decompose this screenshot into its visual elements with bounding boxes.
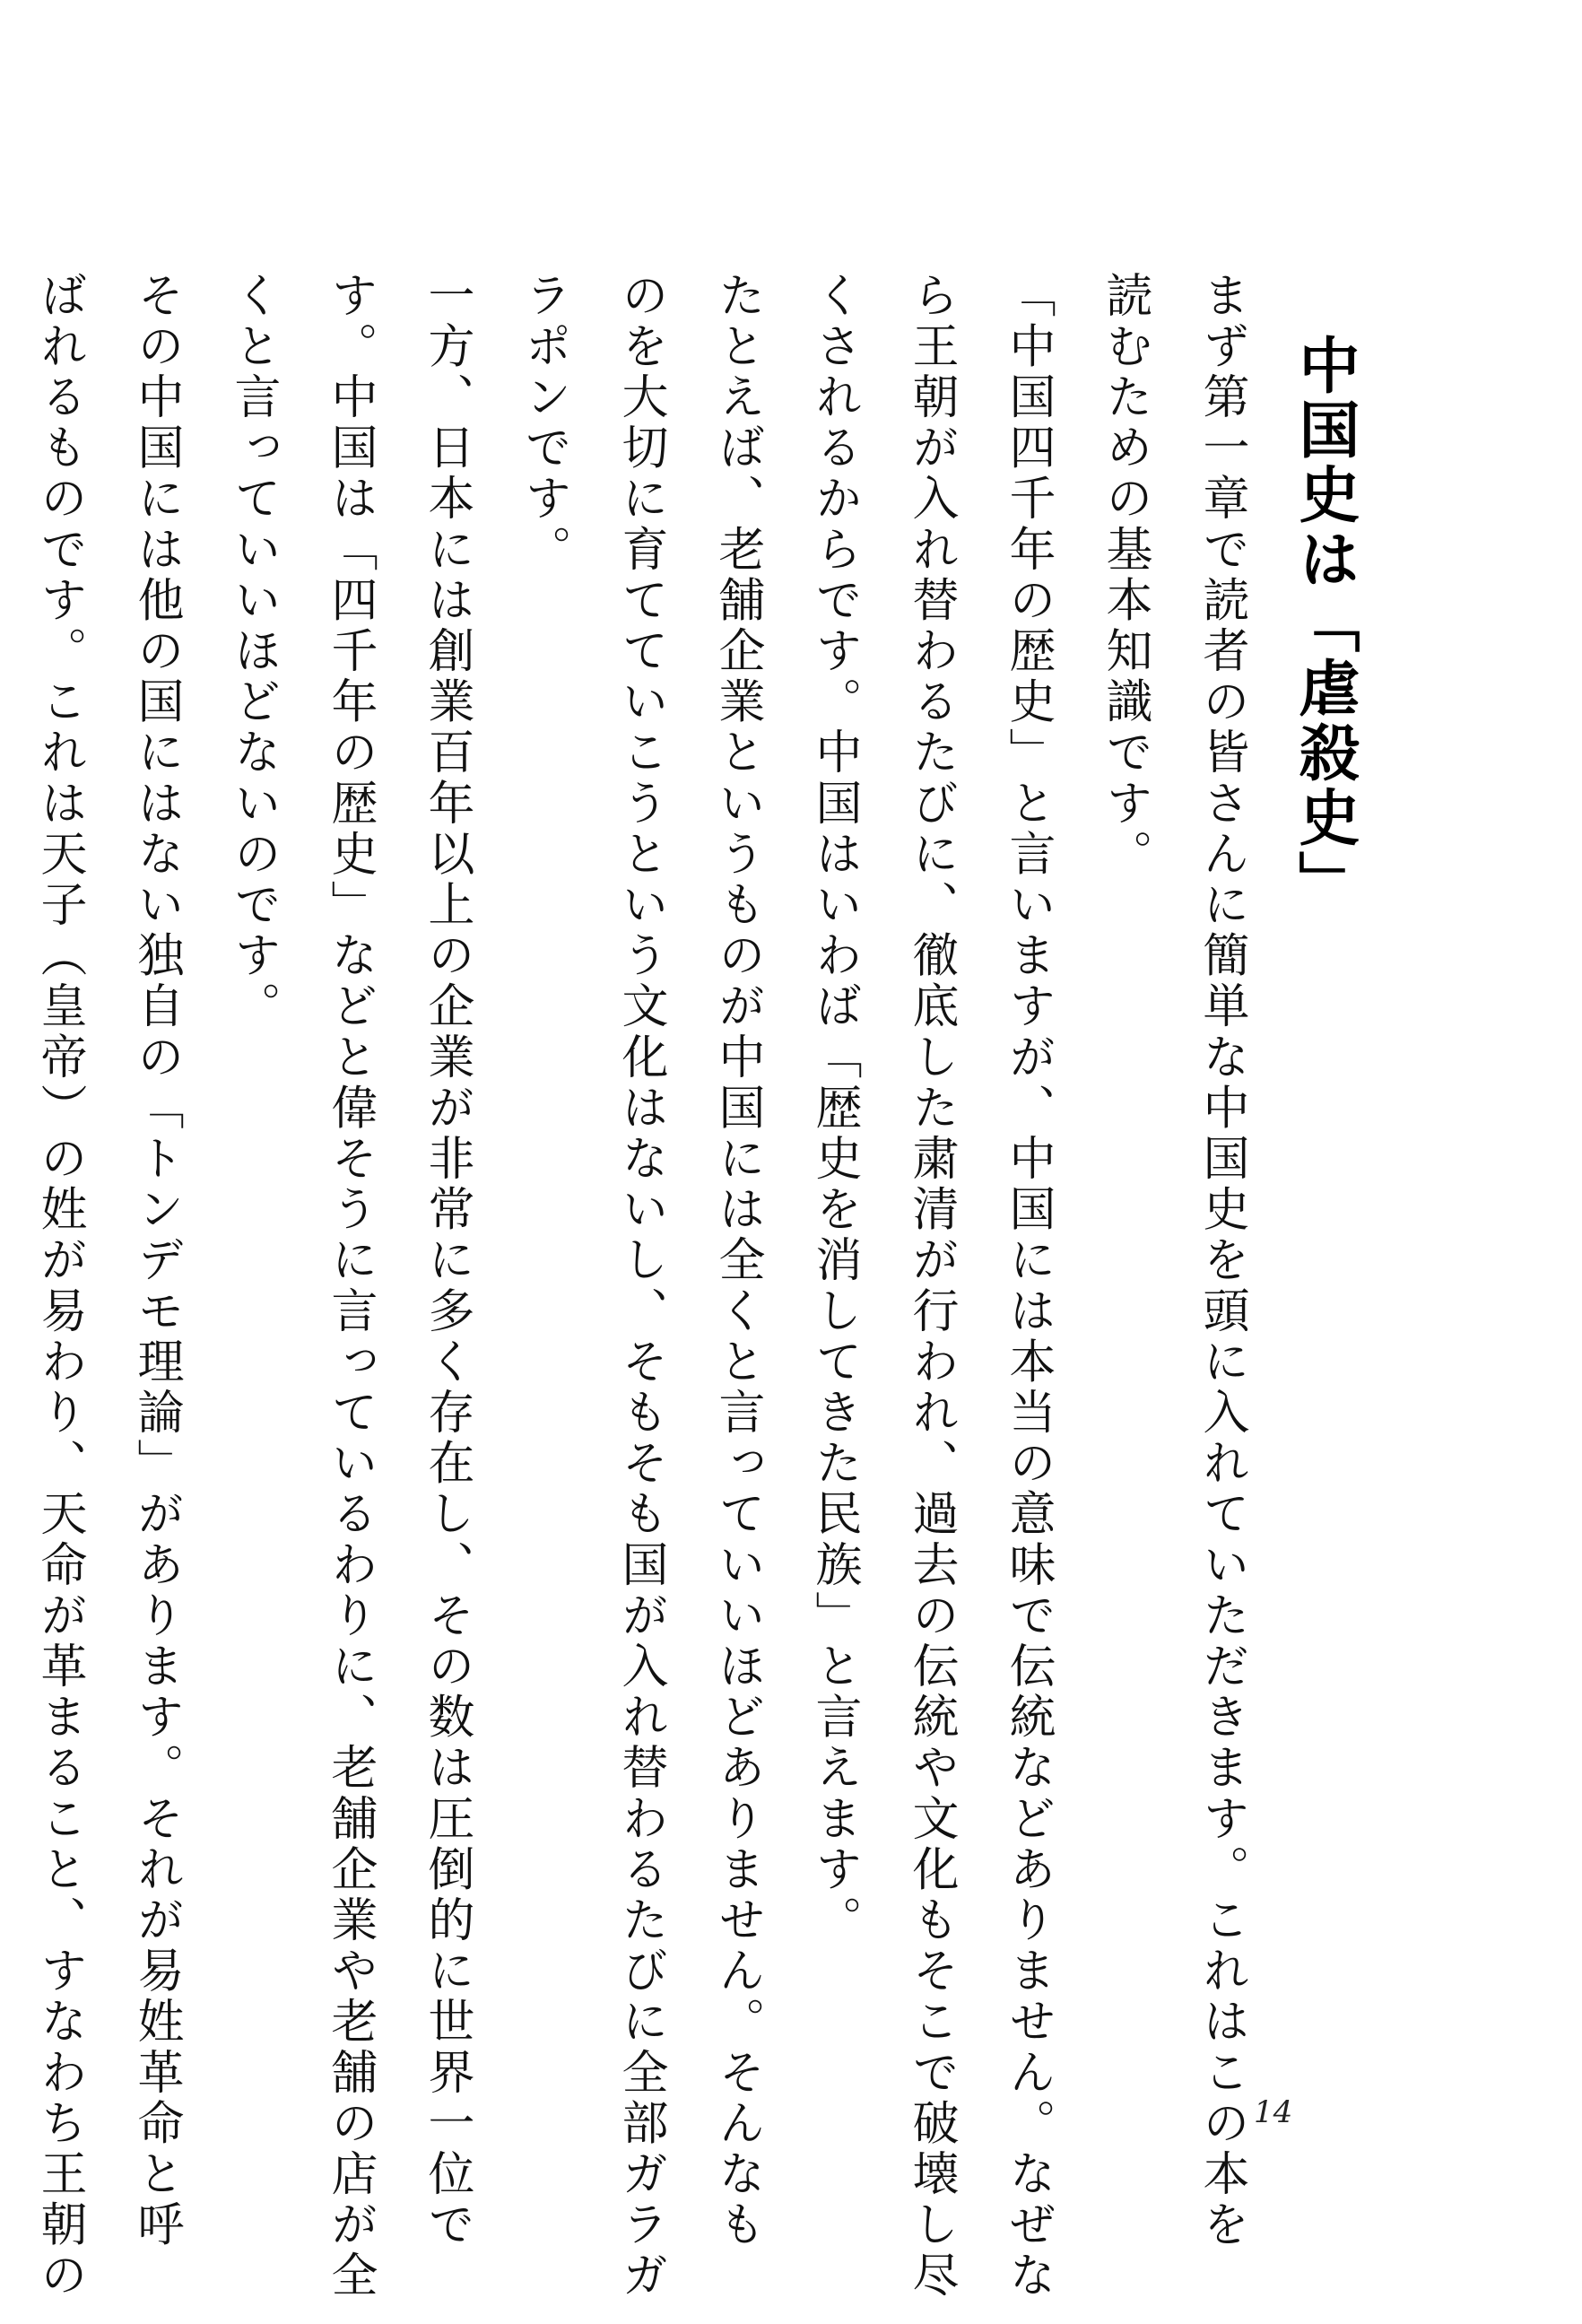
- text-column-10: す。中国は「四千年の歴史」などと偉そうに言っているわりに、老舗企業や老舗の店が全: [323, 271, 377, 2302]
- text-column-4: ら王朝が入れ替わるたびに、徹底した粛清が行われ、過去の伝統や文化もそこで破壊し尽: [904, 271, 958, 2302]
- text-column-13: ばれるものです。これは天子（皇帝）の姓が易わり、天命が革まること、すなわち王朝の: [32, 271, 86, 2302]
- text-column-8: ラポンです。: [517, 271, 570, 576]
- page-number: 14: [1254, 2094, 1293, 2130]
- text-column-7: のを大切に育てていこうという文化はないし、そもそも国が入れ替わるたびに全部ガラガ: [613, 271, 667, 2302]
- text-column-9: 一方、日本には創業百年以上の企業が非常に多く存在し、その数は圧倒的に世界一位で: [420, 271, 474, 2251]
- text-column-2: 読むための基本知識です。: [1098, 271, 1152, 881]
- text-column-3: 「中国四千年の歴史」と言いますが、中国には本当の意味で伝統などありません。なぜな: [1001, 271, 1055, 2302]
- text-column-12: その中国には他の国にはない独自の「トンデモ理論」があります。それが易姓革命と呼: [129, 271, 183, 2251]
- section-heading: 中国史は「虐殺史」: [1289, 334, 1360, 915]
- text-column-11: くと言っていいほどないのです。: [226, 271, 280, 1032]
- text-column-1: まず第一章で読者の皆さんに簡単な中国史を頭に入れていただきます。これはこの本を: [1195, 271, 1248, 2251]
- text-column-5: くされるからです。中国はいわば「歴史を消してきた民族」と言えます。: [807, 271, 861, 1946]
- text-column-6: たとえば、老舗企業というものが中国には全くと言っていいほどありません。そんなも: [710, 271, 764, 2251]
